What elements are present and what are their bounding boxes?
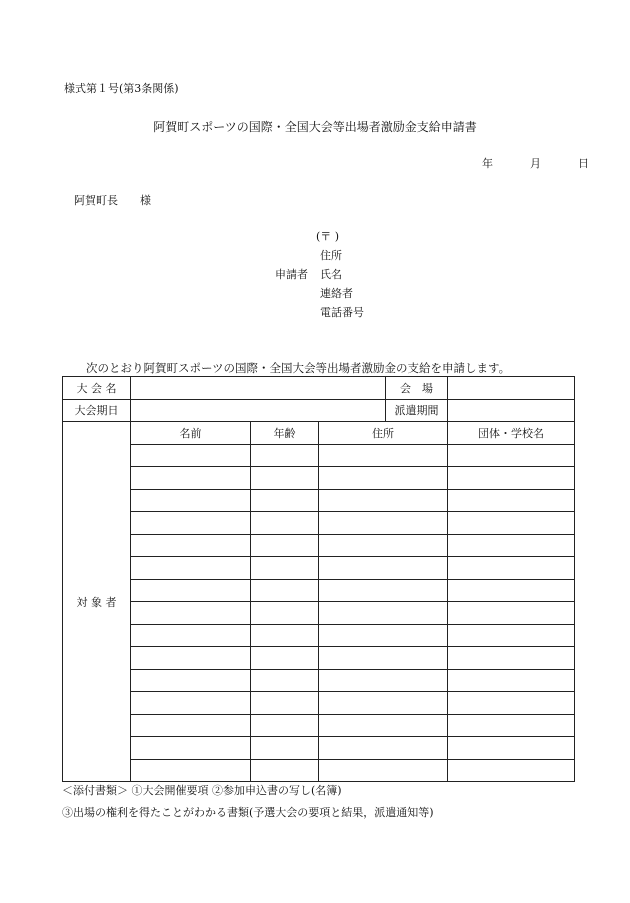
date-line xyxy=(482,157,589,171)
participant-organization-cell[interactable] xyxy=(448,467,575,490)
participant-age-cell[interactable] xyxy=(251,557,319,580)
participant-row xyxy=(63,759,575,782)
participant-name-cell[interactable] xyxy=(131,489,251,512)
participant-age-cell[interactable] xyxy=(251,602,319,625)
participant-age-cell[interactable] xyxy=(251,692,319,715)
participant-organization-cell[interactable] xyxy=(448,692,575,715)
date-month-label: 月 xyxy=(530,157,541,170)
participant-address-cell[interactable] xyxy=(319,647,448,670)
column-header-organization: 団体・学校名 xyxy=(448,422,575,445)
attachments-line-1: ＜添付書類＞ ①大会開催要項 ②参加申込書の写し(名簿) xyxy=(62,784,342,797)
participant-address-cell[interactable] xyxy=(319,489,448,512)
date-year-label: 年 xyxy=(482,157,493,170)
participant-name-cell[interactable] xyxy=(131,759,251,782)
participant-name-cell[interactable] xyxy=(131,444,251,467)
participant-row xyxy=(63,512,575,535)
applicant-label: 申請者 xyxy=(275,268,308,281)
participant-row xyxy=(63,647,575,670)
addressee: 阿賀町長 様 xyxy=(74,194,151,207)
participant-address-cell[interactable] xyxy=(319,444,448,467)
participant-address-cell[interactable] xyxy=(319,467,448,490)
participant-address-cell[interactable] xyxy=(319,737,448,760)
applicant-name-label: 氏名 xyxy=(320,268,342,281)
participant-row xyxy=(63,737,575,760)
participants-label: 対 象 者 xyxy=(63,422,131,782)
participant-name-cell[interactable] xyxy=(131,669,251,692)
participant-age-cell[interactable] xyxy=(251,534,319,557)
participant-organization-cell[interactable] xyxy=(448,624,575,647)
participant-address-cell[interactable] xyxy=(319,624,448,647)
participant-name-cell[interactable] xyxy=(131,692,251,715)
participant-organization-cell[interactable] xyxy=(448,557,575,580)
participant-age-cell[interactable] xyxy=(251,669,319,692)
participant-row xyxy=(63,624,575,647)
applicant-address-label: 住所 xyxy=(320,249,342,262)
participant-age-cell[interactable] xyxy=(251,467,319,490)
participant-age-cell[interactable] xyxy=(251,512,319,535)
participant-organization-cell[interactable] xyxy=(448,534,575,557)
participant-name-cell[interactable] xyxy=(131,737,251,760)
participant-age-cell[interactable] xyxy=(251,579,319,602)
participant-name-cell[interactable] xyxy=(131,534,251,557)
participant-organization-cell[interactable] xyxy=(448,489,575,512)
participant-address-cell[interactable] xyxy=(319,557,448,580)
participant-name-cell[interactable] xyxy=(131,467,251,490)
participant-age-cell[interactable] xyxy=(251,489,319,512)
participant-organization-cell[interactable] xyxy=(448,444,575,467)
intro-text: 次のとおり阿賀町スポーツの国際・全国大会等出場者激励金の支給を申請します。 xyxy=(86,361,511,375)
event-name-label: 大 会 名 xyxy=(63,377,131,400)
participant-age-cell[interactable] xyxy=(251,624,319,647)
form-number: 様式第１号(第3条関係) xyxy=(64,82,179,95)
participant-row xyxy=(63,602,575,625)
column-header-age: 年齢 xyxy=(251,422,319,445)
participant-row xyxy=(63,579,575,602)
applicant-contact-label: 連絡者 xyxy=(320,287,353,300)
participant-organization-cell[interactable] xyxy=(448,602,575,625)
dispatch-period-label: 派遣期間 xyxy=(386,399,448,422)
participant-organization-cell[interactable] xyxy=(448,579,575,602)
participant-organization-cell[interactable] xyxy=(448,714,575,737)
applicant-phone-label: 電話番号 xyxy=(320,306,364,319)
participant-name-cell[interactable] xyxy=(131,602,251,625)
document-title: 阿賀町スポーツの国際・全国大会等出場者激励金支給申請書 xyxy=(153,120,477,134)
venue-label: 会 場 xyxy=(386,377,448,400)
participant-address-cell[interactable] xyxy=(319,669,448,692)
participant-row xyxy=(63,444,575,467)
event-period-label: 大会期日 xyxy=(63,399,131,422)
participant-name-cell[interactable] xyxy=(131,624,251,647)
participant-name-cell[interactable] xyxy=(131,557,251,580)
participant-row xyxy=(63,692,575,715)
participant-age-cell[interactable] xyxy=(251,444,319,467)
participant-address-cell[interactable] xyxy=(319,579,448,602)
participant-address-cell[interactable] xyxy=(319,534,448,557)
participant-organization-cell[interactable] xyxy=(448,512,575,535)
event-name-field[interactable] xyxy=(131,377,386,400)
participant-name-cell[interactable] xyxy=(131,579,251,602)
event-period-field[interactable] xyxy=(131,399,386,422)
participant-organization-cell[interactable] xyxy=(448,759,575,782)
participant-organization-cell[interactable] xyxy=(448,669,575,692)
participant-address-cell[interactable] xyxy=(319,602,448,625)
column-header-address: 住所 xyxy=(319,422,448,445)
participant-row xyxy=(63,557,575,580)
application-table xyxy=(62,376,575,782)
participant-address-cell[interactable] xyxy=(319,759,448,782)
participant-row xyxy=(63,489,575,512)
participant-organization-cell[interactable] xyxy=(448,647,575,670)
participant-row xyxy=(63,669,575,692)
participant-age-cell[interactable] xyxy=(251,647,319,670)
participant-age-cell[interactable] xyxy=(251,759,319,782)
participant-name-cell[interactable] xyxy=(131,714,251,737)
participant-address-cell[interactable] xyxy=(319,512,448,535)
column-header-name: 名前 xyxy=(131,422,251,445)
participant-address-cell[interactable] xyxy=(319,714,448,737)
venue-field[interactable] xyxy=(448,377,575,400)
participant-age-cell[interactable] xyxy=(251,714,319,737)
attachments-line-2: ③出場の権利を得たことがわかる書類(予選大会の要項と結果，派遣通知等) xyxy=(62,806,434,819)
applicant-postal: (〒 ) xyxy=(316,230,340,243)
date-day-label: 日 xyxy=(578,157,589,170)
participant-row xyxy=(63,534,575,557)
participant-row xyxy=(63,467,575,490)
participant-organization-cell[interactable] xyxy=(448,737,575,760)
dispatch-period-field[interactable] xyxy=(448,399,575,422)
participant-row xyxy=(63,714,575,737)
participant-address-cell[interactable] xyxy=(319,692,448,715)
participant-age-cell[interactable] xyxy=(251,737,319,760)
participant-name-cell[interactable] xyxy=(131,647,251,670)
participant-name-cell[interactable] xyxy=(131,512,251,535)
